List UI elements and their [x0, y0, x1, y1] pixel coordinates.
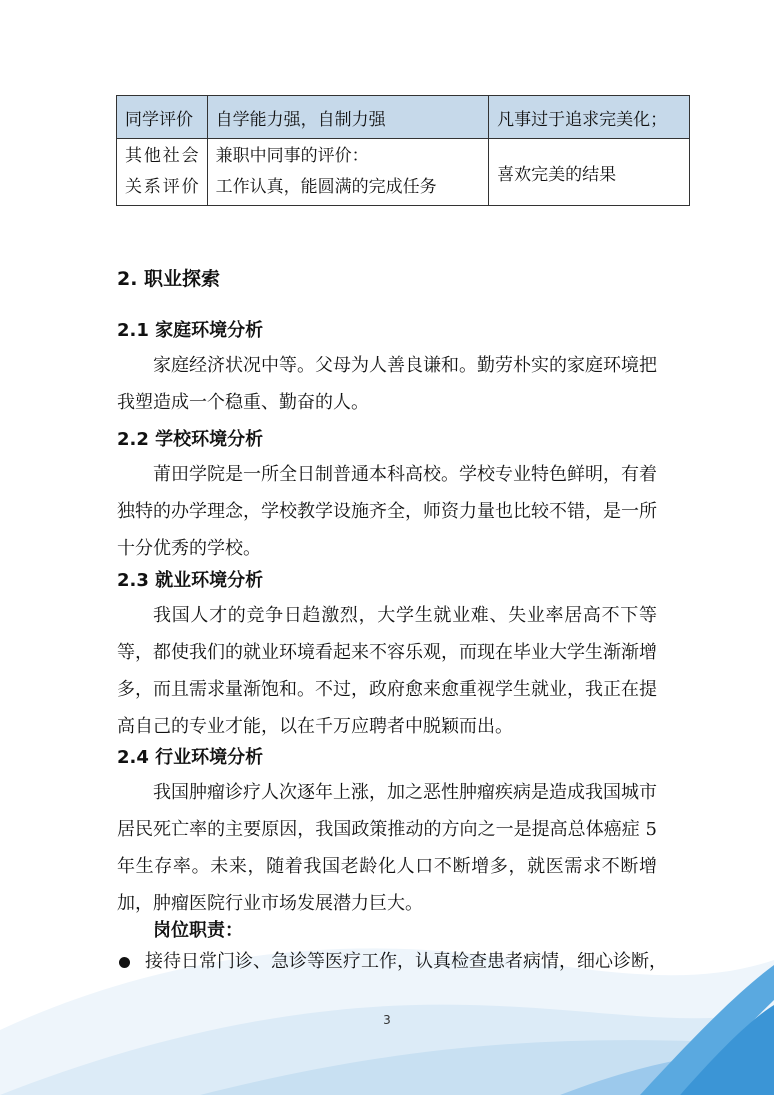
paragraph: 我国人才的竞争日趋激烈，大学生就业难、失业率居高不下等等，都使我们的就业环境看起来不容乐观，而现在毕业大学生渐渐增多，而且需求量渐饱和。不过，政府愈来愈重视学生就业，我正在提高自己的专业才能，以在千万应聘者中脱颖而出。: [117, 605, 657, 737]
evaluation-table: [116, 95, 690, 206]
table-cell-middle: 自学能力强，自制力强: [207, 96, 489, 139]
paragraph: 我国肿瘤诊疗人次逐年上涨，加之恶性肿瘤疾病是造成我国城市居民死亡率的主要原因，我国政策推动的方向之一是提高总体癌症 5 年生存率。未来，随着我国老龄化人口不断增多，就医需求不断增加，肿瘤医院行业市场发展潜力巨大。: [117, 782, 657, 914]
table-cell-label: [117, 139, 208, 206]
section-title: 2. 职业探索: [117, 268, 221, 290]
paragraph: 家庭经济状况中等。父母为人善良谦和。勤劳朴实的家庭环境把我塑造成一个稳重、勤奋的人。: [117, 355, 657, 413]
table-row: [117, 96, 690, 139]
table-cell-middle: [207, 139, 489, 206]
table-cell-middle-line: 兼职中同事的评价：: [215, 146, 369, 166]
page-number: 3: [383, 1013, 391, 1027]
table-cell-label-line: 关系评价: [125, 177, 199, 197]
table-cell-label: 同学评价: [117, 96, 208, 139]
paragraph: 莆田学院是一所全日制普通本科高校。学校专业特色鲜明，有着独特的办学理念，学校教学设施齐全，师资力量也比较不错，是一所十分优秀的学校。: [117, 464, 657, 559]
duties-label: 岗位职责：: [153, 920, 243, 941]
table-cell-middle-line: 工作认真，能圆满的完成任务: [215, 177, 437, 197]
table-row: [117, 139, 690, 206]
subsection-title: 2.4 行业环境分析: [117, 747, 264, 768]
bullet-icon: [119, 957, 130, 968]
table-cell-label-line: 其他社会: [125, 146, 199, 166]
subsection-title: 2.1 家庭环境分析: [117, 320, 264, 341]
table-cell-right: 喜欢完美的结果: [489, 139, 690, 206]
subsection-title: 2.3 就业环境分析: [117, 570, 264, 591]
list-item-text: 接待日常门诊、急诊等医疗工作，认真检查患者病情，细心诊断，: [145, 951, 667, 972]
subsection-title: 2.2 学校环境分析: [117, 429, 264, 450]
table-cell-right: 凡事过于追求完美化；: [489, 96, 690, 139]
